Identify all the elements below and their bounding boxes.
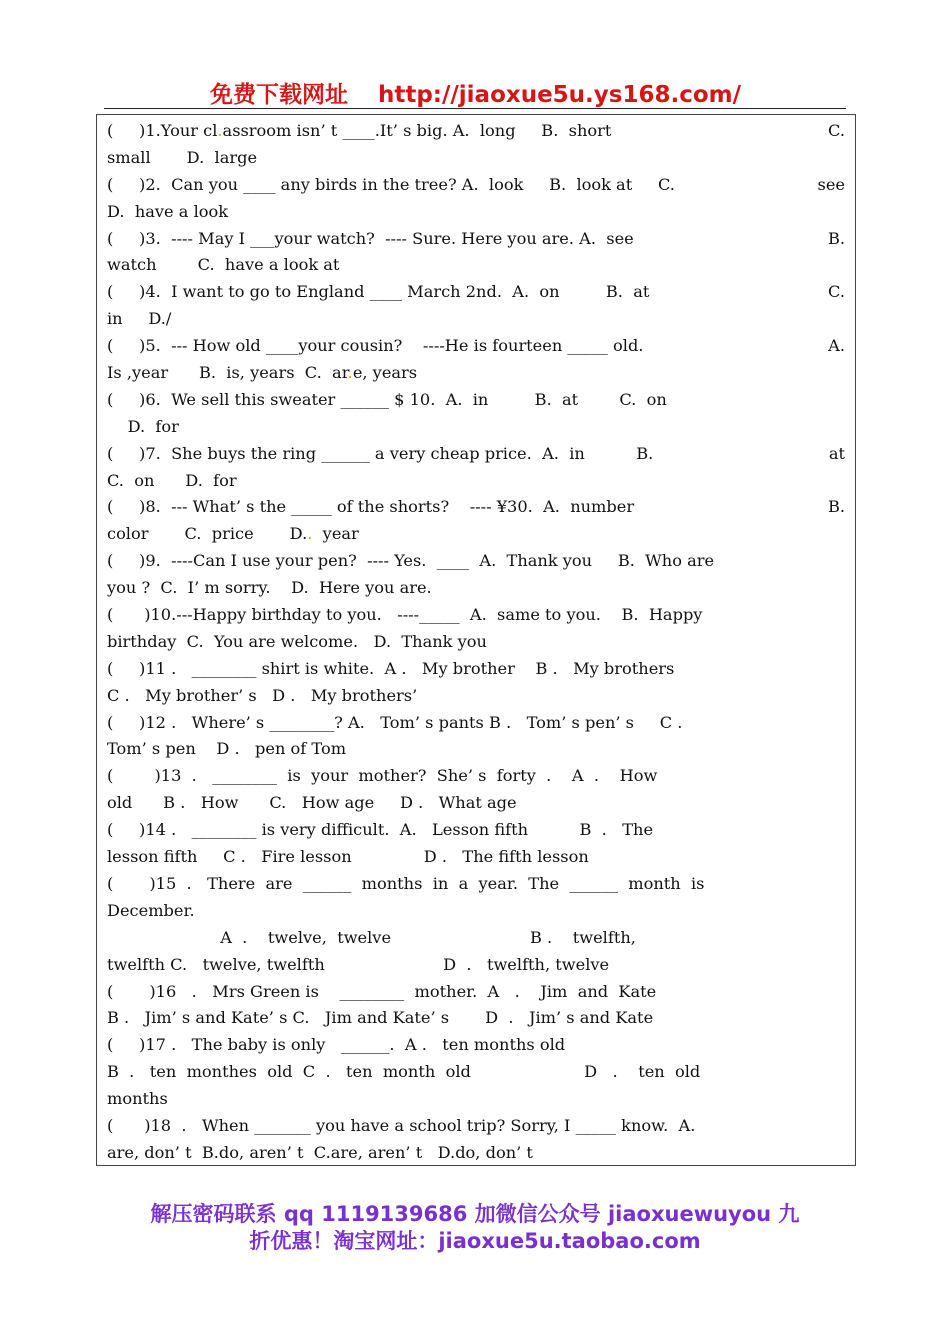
highlight-dot: . [307, 524, 313, 544]
question-line [107, 602, 845, 629]
question-text: ( )14 . ________ is very difficult. A. Lesson fifth B . The [107, 820, 654, 840]
question-text: ( )3. ---- May I ___your watch? ---- Sure. Here you are. A. see [107, 228, 670, 248]
question-line [107, 629, 845, 656]
question-text: color C. price D. [107, 524, 308, 544]
question-text: ( )13 . ________ is your mother? She’ s forty . A . How [107, 766, 658, 786]
question-line [107, 1140, 845, 1167]
question-line [107, 172, 845, 199]
question-text: in D./ [107, 309, 172, 329]
question-text-right: C. [828, 121, 845, 140]
question-text: ( )16 . Mrs Green is ________ mother. A . Jim and Kate [107, 981, 657, 1001]
question-line [107, 521, 845, 548]
question-line [107, 306, 845, 333]
question-line [107, 387, 845, 414]
question-line [107, 710, 845, 737]
question-text: ( )1.Your cl [107, 121, 218, 140]
question-text: assroom isn’ t ____.It’ s big. A. long B. short [222, 121, 653, 140]
highlight-dot: . [347, 363, 353, 383]
question-text: year [312, 524, 359, 544]
question-text: B . ten monthes old C . ten month old D . ten old [107, 1062, 701, 1082]
question-text: birthday C. You are welcome. D. Thank you [107, 631, 487, 651]
question-line [107, 1113, 845, 1140]
question-text: twelfth C. twelve, twelfth D . twelfth, twelve [107, 954, 610, 974]
question-text: ( )15 . There are ______ months in a year. The ______ month is [107, 873, 705, 893]
question-text: ( )11 . ________ shirt is white. A . My brother B . My brothers [107, 658, 675, 678]
question-line [107, 871, 845, 898]
question-text: Is ,year B. is, years C. ar [107, 363, 348, 383]
question-text-right: B. [827, 228, 845, 248]
footer-line-1: 解压密码联系 qq 1119139686 加微信公众号 jiaoxuewuyou 九 [150, 1202, 800, 1226]
question-text: small D. large [107, 147, 258, 167]
question-text: Tom’ s pen D . pen of Tom [107, 739, 347, 759]
question-line [107, 360, 845, 387]
question-line [107, 548, 845, 575]
question-line [107, 118, 845, 145]
question-line [107, 763, 845, 790]
question-text-right: at [828, 443, 845, 463]
footer-line-2: 折优惠！淘宝网址：jiaoxue5u.taobao.com [249, 1229, 701, 1253]
question-line [107, 199, 845, 226]
question-text: ( )10.---Happy birthday to you. ----_____ A. same to you. B. Happy [107, 605, 703, 625]
question-line [107, 656, 845, 683]
question-text: ( )4. I want to go to England ____ March 2nd. A. on B. at [107, 282, 691, 302]
question-line [107, 252, 845, 279]
question-text: D. for [107, 416, 179, 436]
question-text-right: C. [828, 282, 845, 302]
question-line [107, 898, 845, 925]
question-text: are, don’ t B.do, aren’ t C.are, aren’ t D.do, don’ t [107, 1142, 533, 1162]
question-line [107, 333, 845, 360]
question-text: old B . How C. How age D . What age [107, 793, 517, 813]
question-text: months [107, 1089, 168, 1109]
question-line [107, 790, 845, 817]
question-text: C . My brother’ s D . My brothers’ [107, 685, 418, 705]
question-line [107, 494, 845, 521]
question-line [107, 683, 845, 710]
question-line [107, 844, 845, 871]
question-line [107, 979, 845, 1006]
question-line [107, 145, 845, 172]
question-text: ( )6. We sell this sweater ______ $ 10. A. in B. at C. on [107, 389, 667, 409]
question-line [107, 952, 845, 979]
question-line [107, 226, 845, 253]
question-text: lesson fifth C . Fire lesson D . The fifth lesson [107, 847, 589, 867]
question-text: ( )8. --- What’ s the _____ of the shorts? ---- ¥30. A. number [107, 497, 665, 517]
question-line [107, 575, 845, 602]
question-text: ( )18 . When _______ you have a school trip? Sorry, I _____ know. A. [107, 1115, 696, 1135]
question-line [107, 279, 845, 306]
question-text: ( )2. Can you ____ any birds in the tree? A. look B. look at C. [107, 174, 686, 194]
question-text: ( )9. ----Can I use your pen? ---- Yes. ____ A. Thank you B. Who are [107, 551, 715, 571]
question-text: ( )17 . The baby is only ______. A . ten months old [107, 1035, 566, 1055]
header-divider [104, 108, 846, 109]
question-line [107, 1005, 845, 1032]
question-line [107, 414, 845, 441]
question-line [107, 1059, 845, 1086]
header-url[interactable]: http://jiaoxue5u.ys168.com/ [377, 82, 742, 108]
exercise-content [107, 118, 845, 1167]
question-line [107, 925, 845, 952]
question-text: watch C. have a look at [107, 255, 340, 275]
question-line [107, 1086, 845, 1113]
question-text: D. have a look [107, 201, 229, 221]
question-line [107, 1032, 845, 1059]
header-title: 免费下载网址 [209, 82, 348, 108]
question-text-right: see [817, 174, 845, 194]
question-text: December. [107, 900, 195, 920]
question-text: you ? C. I’ m sorry. D. Here you are. [107, 578, 432, 598]
question-line [107, 736, 845, 763]
question-text: A . twelve, twelve B . twelfth, [107, 927, 636, 947]
question-text: C. on D. for [107, 470, 237, 490]
highlight-dot: . [217, 121, 223, 140]
question-text-right: A. [828, 336, 845, 356]
question-line [107, 441, 845, 468]
question-text: e, years [352, 363, 418, 383]
question-text: ( )7. She buys the ring ______ a very cheap price. A. in B. [107, 443, 664, 463]
question-line [107, 468, 845, 495]
question-text-right: B. [827, 497, 845, 517]
question-line [107, 817, 845, 844]
download-header [105, 76, 846, 109]
question-text: ( )12 . Where’ s ________? A. Tom’ s pants B . Tom’ s pen’ s C . [107, 712, 683, 732]
question-text: ( )5. --- How old ____your cousin? ----He is fourteen _____ old. [107, 336, 654, 356]
question-text: B . Jim’ s and Kate’ s C. Jim and Kate’ s D . Jim’ s and Kate [107, 1008, 654, 1028]
